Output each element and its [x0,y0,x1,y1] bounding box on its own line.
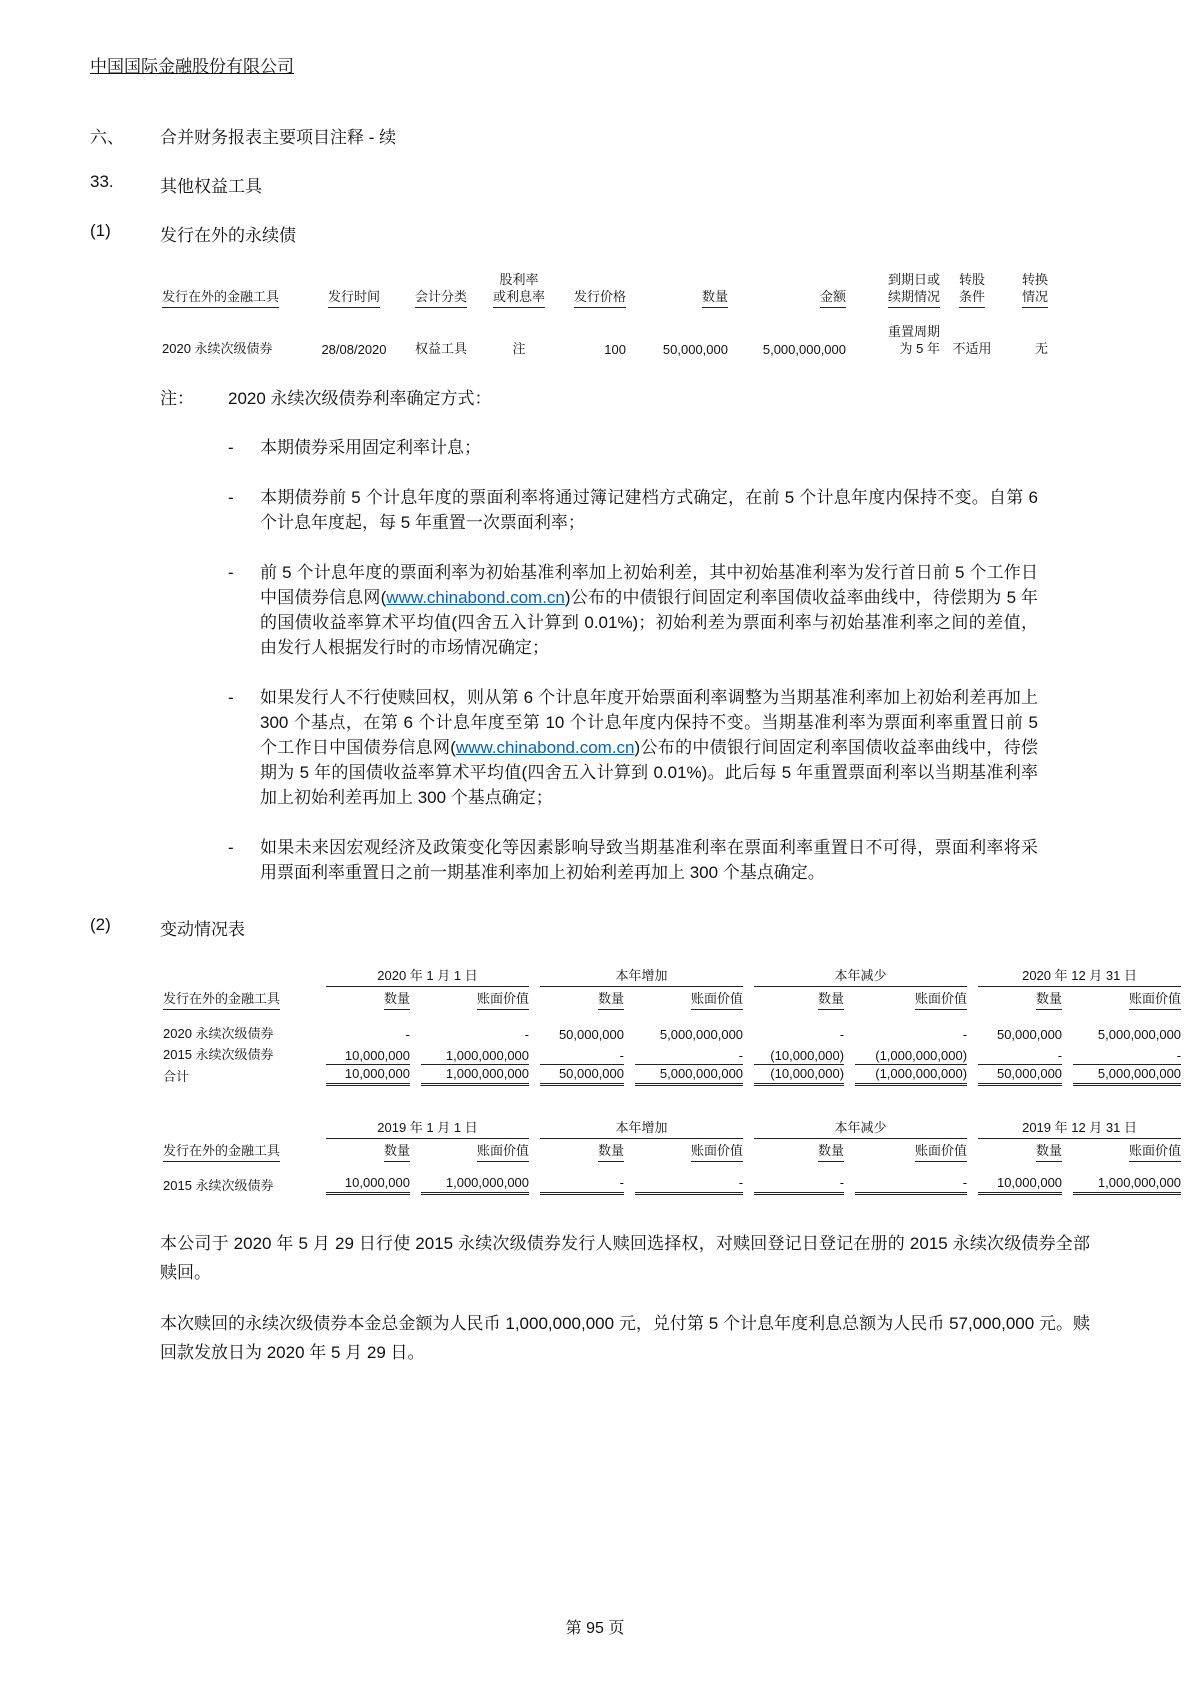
cell: - [754,1163,844,1195]
cell: - [635,1163,743,1195]
cell: - [1176,1048,1182,1063]
perpetual-bond-issuance-table [160,270,1050,358]
total-cell: 10,000,000 [326,1064,410,1086]
sub-header-row [163,987,1181,1011]
cell: 50,000,000 [558,1027,625,1042]
subsection2-title: 变动情况表 [160,920,245,939]
group-header-closing: 2020 年 12 月 31 日 [978,964,1181,987]
cell: - [619,1048,625,1063]
bullet-text: 如果未来因宏观经济及政策变化等因素影响导致当期基准利率在票面利率重置日不可得，票面利率将采用票面利率重置日之前一期基准利率加上初始利差再加上 300 个基点确定。 [260,838,1038,882]
col-header-issue-date: 发行时间 [308,270,400,309]
cell: 50,000,000 [996,1027,1063,1042]
company-name: 中国国际金融股份有限公司 [90,57,294,76]
col-header-instrument: 发行在外的金融工具 [163,1139,315,1163]
cell: 5,000,000,000 [659,1027,744,1042]
col-header-carrying: 账面价值 [421,987,529,1011]
group-header-additions: 本年增加 [540,1116,743,1139]
cell-amount: 5,000,000,000 [762,342,846,357]
cell: 10,000,000 [978,1163,1062,1195]
row-label: 2015 永续次级债券 [163,1047,274,1062]
item-heading [90,172,1090,197]
total-cell: (1,000,000,000) [855,1064,967,1086]
group-header-row [163,1116,1181,1139]
col-header-qty: 数量 [326,1139,410,1163]
redemption-paragraph-1: 本公司于 2020 年 5 月 29 日行使 2015 永续次级债券发行人赎回选择权，对赎回登记日登记在册的 2015 永续次级债券全部赎回。 [160,1234,1090,1282]
col-header-qty: 数量 [978,987,1062,1011]
total-cell: 1,000,000,000 [421,1064,529,1086]
total-cell: 5,000,000,000 [1073,1064,1181,1086]
col-header-quantity: 数量 [628,270,730,309]
total-cell: 50,000,000 [540,1064,624,1086]
redemption-paragraph-2: 本次赎回的永续次级债券本金总金额为人民币 1,000,000,000 元，兑付第 5 个计息年度利息总额为人民币 57,000,000 元。赎回款发放日为 2020 年 5 月 29 日。 [160,1314,1090,1362]
cell: - [839,1027,845,1042]
cell: 10,000,000 [344,1048,410,1063]
item-title: 其他权益工具 [160,177,262,196]
note-bullet-1 [228,435,1038,460]
cell: (1,000,000,000) [875,1048,968,1063]
bullet-text: 本期债券前 5 个计息年度的票面利率将通过簿记建档方式确定，在前 5 个计息年度内保持不变。自第 6 个计息年度起，每 5 年重置一次票面利率； [260,488,1038,532]
bullet-text: 前 5 个计息年度的票面利率为初始基准利率加上初始利差，其中初始基准利率为发行首日前 5 个工作日中国债券信息网(www.chinabond.com.cn)公布的中债银行间固定利率国债收益率曲线中，待偿期为 5 年的国债收益率算术平均值(四舍五入计算到 0.01%)；初始利差为票面利率与初始基准利率之间的差值，由发行人根据发行时的市场情况确定； [260,563,1038,657]
cell-conversion-condition: 不适用 [952,341,992,356]
group-header-closing: 2019 年 12 月 31 日 [978,1116,1181,1139]
page-number: 第 95 页 [565,1620,625,1637]
cell-accounting-class: 权益工具 [414,341,467,356]
cell: - [855,1163,967,1195]
issuance-table-header-row [160,270,1050,309]
section-number: 六、 [90,128,124,147]
total-cell: 5,000,000,000 [635,1064,743,1086]
cell-issue-price: 100 [604,342,626,357]
note-bullet-5 [228,835,1038,885]
col-header-qty: 数量 [540,1139,624,1163]
total-row [163,1064,1181,1086]
group-header-opening: 2019 年 1 月 1 日 [326,1116,529,1139]
col-header-instrument: 发行在外的金融工具 [160,270,308,309]
cell: - [962,1027,968,1042]
col-header-amount: 金额 [730,270,848,309]
note-bullet-4 [228,685,1038,810]
cell: - [405,1027,410,1042]
change-table-2020 [152,964,1190,1086]
change-table-2019 [152,1116,1190,1195]
total-label: 合计 [163,1069,190,1084]
sub-header-row [163,1139,1181,1163]
col-header-qty: 数量 [754,1139,844,1163]
col-header-maturity: 到期日或 续期情况 [848,270,942,309]
cell: 1,000,000,000 [1073,1163,1181,1195]
total-cell: (10,000,000) [754,1064,844,1086]
group-header-reductions: 本年减少 [754,964,967,987]
col-header-carrying: 账面价值 [635,987,743,1011]
item-number: 33. [90,172,114,191]
col-header-carrying: 账面价值 [421,1139,529,1163]
cell: 10,000,000 [326,1163,410,1195]
col-header-issue-price: 发行价格 [556,270,628,309]
bullet-dash: - [228,488,234,507]
note-label: 注： [160,389,194,408]
cell: - [738,1048,744,1063]
chinabond-link[interactable]: www.chinabond.com.cn [386,588,565,607]
col-header-carrying: 账面价值 [855,987,967,1011]
note-intro: 2020 永续次级债券利率确定方式： [228,389,492,408]
col-header-carrying: 账面价值 [1073,1139,1181,1163]
table-row [163,1163,1181,1195]
cell: 1,000,000,000 [445,1048,530,1063]
group-header-opening: 2020 年 1 月 1 日 [326,964,529,987]
group-header-row [163,964,1181,987]
chinabond-link[interactable]: www.chinabond.com.cn [455,738,635,757]
col-header-conversion-condition: 转股 条件 [942,270,1002,309]
bullet-dash: - [228,438,234,457]
subsection1-title: 发行在外的永续债 [160,226,296,245]
cell-quantity: 50,000,000 [662,342,728,357]
bullet-dash: - [228,688,234,707]
row-label: 2020 永续次级债券 [163,1026,274,1041]
table-row [163,1043,1181,1064]
cell: - [1057,1048,1063,1063]
col-header-dividend-rate: 股利率 或利息率 [482,270,556,309]
col-header-qty: 数量 [326,987,410,1011]
cell-issue-date: 28/08/2020 [321,342,387,357]
bullet-text: 如果发行人不行使赎回权，则从第 6 个计息年度开始票面利率调整为当期基准利率加上初始利差再加上 300 个基点，在第 6 个计息年度至第 10 个计息年度内保持不变。当期基准利率为票面利率重置日前 5 个工作日中国债券信息网(www.chinabond.com.cn)公布的中债银行间固定利率国债收益率曲线中，待偿期为 5 年的国债收益率算术平均值(四舍五入计算到 0.01%)。此后每 5 年重置票面利率以当期基准利率加上初始利差再加上 300 个基点确定； [260,688,1038,807]
subsection1-number: (1) [90,221,111,240]
issuance-table-data-row [160,309,1050,358]
col-header-conversion-status: 转换 情况 [1002,270,1050,309]
cell-instrument: 2020 永续次级债券 [162,341,273,356]
note-bullet-2 [228,485,1038,535]
bullet-dash: - [228,563,234,582]
col-header-instrument: 发行在外的金融工具 [163,987,315,1011]
group-header-additions: 本年增加 [540,964,743,987]
note-heading [160,384,1090,409]
cell-rate-note: 注 [512,341,526,356]
group-header-reductions: 本年减少 [754,1116,967,1139]
cell: (10,000,000) [770,1048,845,1063]
col-header-qty: 数量 [540,987,624,1011]
subsection2-number: (2) [90,915,111,934]
col-header-carrying: 账面价值 [635,1139,743,1163]
col-header-carrying: 账面价值 [1073,987,1181,1011]
col-header-accounting-class: 会计分类 [400,270,482,309]
cell: 5,000,000,000 [1097,1027,1182,1042]
bullet-text: 本期债券采用固定利率计息； [260,438,481,457]
cell: - [524,1027,530,1042]
note-bullet-3 [228,560,1038,660]
cell: - [540,1163,624,1195]
col-header-qty: 数量 [754,987,844,1011]
col-header-qty: 数量 [978,1139,1062,1163]
bullet-dash: - [228,838,234,857]
cell-conversion-status: 无 [1034,341,1048,356]
cell-maturity: 重置周期 为 5 年 [887,324,940,356]
section-title: 合并财务报表主要项目注释 - 续 [160,128,397,147]
section-heading [90,123,1090,148]
subsection2-heading [90,915,1090,940]
total-cell: 50,000,000 [978,1064,1062,1086]
cell: 1,000,000,000 [421,1163,529,1195]
col-header-carrying: 账面价值 [855,1139,967,1163]
row-label: 2015 永续次级债券 [163,1178,274,1193]
subsection1-heading [90,221,1090,246]
table-row [163,1011,1181,1043]
